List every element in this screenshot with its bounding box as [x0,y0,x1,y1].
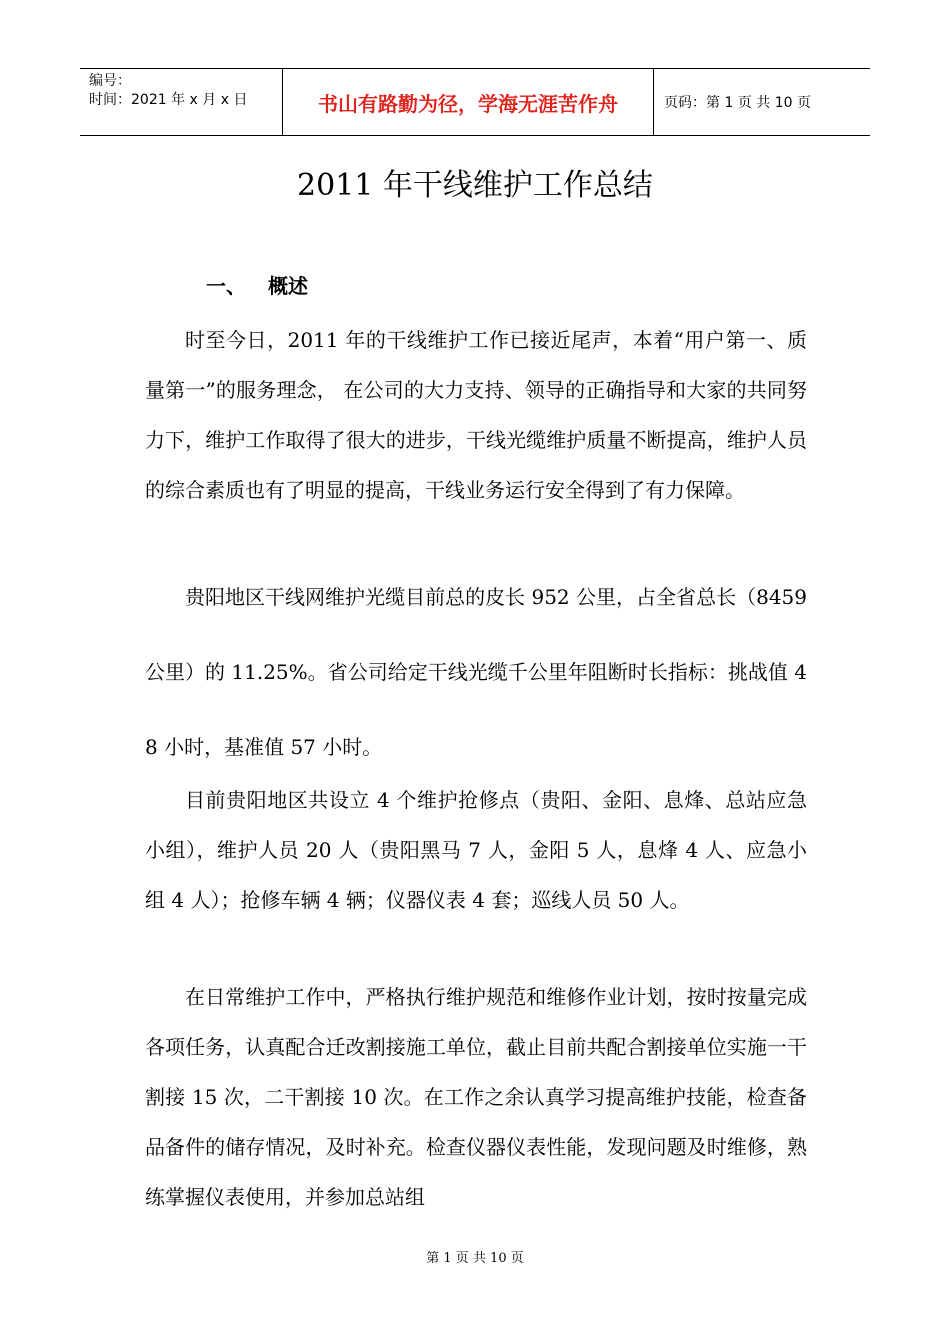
paragraph: 目前贵阳地区共设立 4 个维护抢修点（贵阳、金阳、息烽、总站应急小组），维护人员 20 人（贵阳黑马 7 人，金阳 5 人，息烽 4 人、应急小组 4 人）；抢修车辆 4 辆；仪器仪表 4 套；巡线人员 50 人。 [145,788,807,912]
paragraph: 时至今日，2011 年的干线维护工作已接近尾声，本着“用户第一、质量第一”的服务理念， 在公司的大力支持、领导的正确指导和大家的共同努力下，维护工作取得了很大的进步，干线光缆维护质量不断提高，维护人员的综合素质也有了明显的提高，干线业务运行安全得到了有力保障。 [145,328,807,502]
header-table [80,68,870,136]
paragraph: 贵阳地区干线网维护光缆目前总的皮长 952 公里，占全省总长（8459 公里）的 11.25%。省公司给定干线光缆千公里年阻断时长指标：挑战值 48 小时，基准值 57 小时。 [145,585,807,759]
page-info-cell [654,69,870,135]
motto-cell [282,69,654,135]
paragraph: 在日常维护工作中，严格执行维护规范和维修作业计划，按时按量完成各项任务，认真配合迁改割接施工单位，截止目前共配合割接单位实施一干割接 15 次，二干割接 10 次。在工作之余认真学习提高维护技能，检查备品备件的储存情况，及时补充。检查仪器仪表性能，发现问题及时维修，熟练掌握仪表使用，并参加总站组 [145,985,807,1209]
document-title: 2011 年干线维护工作总结 [297,168,653,203]
number-label: 编号： [89,73,131,89]
header-meta-cell [80,69,282,135]
page-footer: 第 1 页 共 10 页 [426,1251,524,1266]
motto-text: 书山有路勤为径，学海无涯苦作舟 [318,91,618,116]
page-info-text: 页码：第 1 页 共 10 页 [664,95,811,111]
section-number: 一、 [206,274,246,298]
time-label: 时间：2021 年 x 月 x 日 [89,92,248,108]
section-heading [206,270,308,299]
section-title: 概述 [268,274,308,298]
